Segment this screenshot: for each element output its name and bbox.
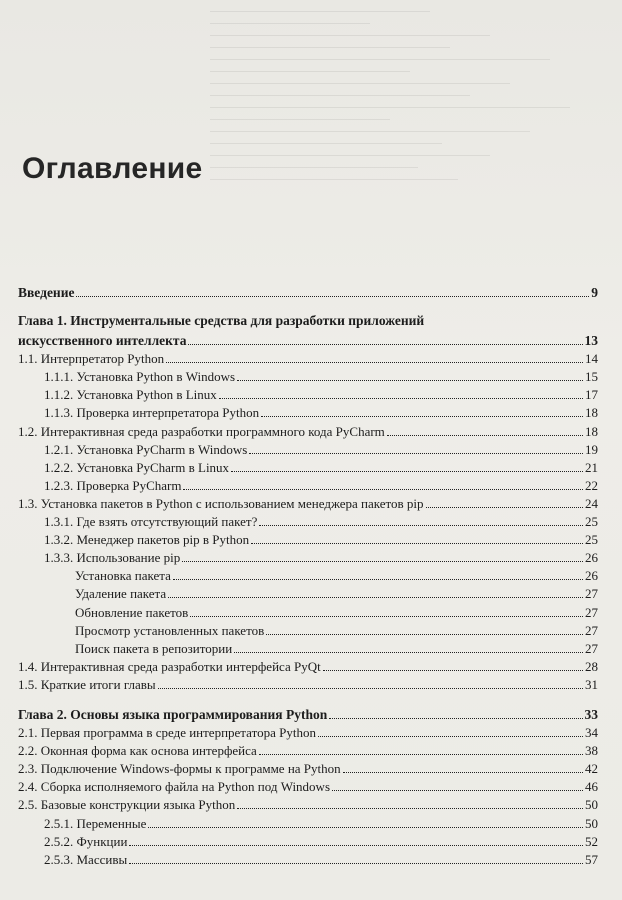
toc-entry-title: 2.1. Первая программа в среде интерпретатора Python [18, 725, 316, 741]
dot-leader [249, 453, 583, 454]
toc-entry-title: Поиск пакета в репозитории [75, 640, 233, 656]
dot-leader [387, 435, 583, 436]
toc-entry-page: 17 [585, 387, 598, 403]
toc-entry-title: 1.1.2. Установка Python в Linux [44, 387, 217, 403]
dot-leader [76, 296, 589, 297]
toc-entry-title: 2.5. Базовые конструкции языка Python [18, 797, 236, 813]
toc-entry[interactable] [18, 547, 598, 565]
toc-entry[interactable] [18, 758, 598, 776]
toc-entry-title: Введение [18, 285, 75, 300]
toc-entry-title: 1.2.3. Проверка PyCharm [44, 477, 182, 493]
toc-entry[interactable] [18, 812, 598, 830]
toc-entry-title: 1.3.2. Менеджер пакетов pip в Python [44, 532, 250, 548]
toc-entry-title: 2.5.3. Массивы [44, 851, 128, 867]
dot-leader [173, 579, 583, 580]
toc-entry[interactable] [18, 402, 598, 420]
dot-leader [219, 398, 583, 399]
toc-entry-title: Обновление пакетов [75, 604, 189, 620]
toc-entry[interactable] [18, 831, 598, 849]
toc-chapter1-heading[interactable] [18, 330, 598, 348]
dot-leader [259, 754, 583, 755]
toc-entry-page: 15 [585, 369, 598, 385]
toc-entry-page: 26 [585, 568, 598, 584]
dot-leader [332, 790, 583, 791]
toc-entry-page: 24 [585, 495, 598, 511]
toc-entry-title: 2.2. Оконная форма как основа интерфейса [18, 743, 257, 759]
dot-leader [329, 718, 582, 719]
toc-entry-page: 27 [585, 622, 598, 638]
dot-leader [182, 561, 583, 562]
toc-entry-title: 1.3.3. Использование pip [44, 550, 181, 566]
toc-entry[interactable] [18, 348, 598, 366]
toc-entry-title: 1.1.1. Установка Python в Windows [44, 369, 236, 385]
toc-entry-page: 27 [585, 586, 598, 602]
toc-entry-title: 2.4. Сборка исполняемого файла на Python под Windows [18, 779, 331, 795]
toc-entry[interactable] [18, 529, 598, 547]
toc-entry-page: 26 [585, 550, 598, 566]
toc-entry-page: 19 [585, 441, 598, 457]
toc-entry-title: Просмотр установленных пакетов [75, 622, 265, 638]
dot-leader [318, 736, 583, 737]
toc-entry[interactable] [18, 849, 598, 867]
toc-entry[interactable] [18, 620, 598, 638]
toc-entry-title: 2.5.2. Функции [44, 833, 128, 849]
toc-entry[interactable] [18, 740, 598, 758]
toc-entry[interactable] [18, 366, 598, 384]
dot-leader [343, 772, 583, 773]
toc-entry-page: 9 [591, 285, 598, 300]
toc-entry-title: 1.2.2. Установка PyCharm в Linux [44, 459, 230, 475]
toc-entry-page: 22 [585, 477, 598, 493]
toc-entry-title: 1.2. Интерактивная среда разработки программного кода PyCharm [18, 423, 385, 439]
toc-entry[interactable] [18, 794, 598, 812]
toc-entry[interactable] [18, 776, 598, 794]
toc-entry[interactable] [18, 457, 598, 475]
toc-entry-page: 14 [585, 351, 598, 367]
dot-leader [237, 380, 583, 381]
toc-chapter1-title-line1[interactable]: Глава 1. Инструментальные средства для разработки приложений [18, 313, 425, 328]
toc-entry-title: искусственного интеллекта [18, 333, 187, 349]
dot-leader [168, 597, 583, 598]
toc-entry-title: 1.4. Интерактивная среда разработки интерфейса PyQt [18, 658, 321, 674]
toc-entry[interactable] [18, 384, 598, 402]
toc-entry-page: 25 [585, 514, 598, 530]
toc-entry[interactable] [18, 439, 598, 457]
toc-entry-title: Установка пакета [75, 568, 171, 584]
dot-leader [166, 362, 583, 363]
toc-entry-page: 33 [584, 706, 598, 722]
toc-entry-page: 28 [585, 658, 598, 674]
page-title: Оглавление [22, 152, 203, 185]
dot-leader [261, 416, 583, 417]
toc-entry[interactable] [18, 674, 598, 692]
toc-entry[interactable] [18, 583, 598, 601]
dot-leader [237, 808, 583, 809]
toc-entry-title: 1.2.1. Установка PyCharm в Windows [44, 441, 248, 457]
toc-entry[interactable] [18, 601, 598, 619]
dot-leader [148, 827, 583, 828]
toc-entry-title: 2.5.1. Переменные [44, 815, 147, 831]
dot-leader [323, 670, 583, 671]
toc-entry[interactable] [18, 722, 598, 740]
toc-entry[interactable] [18, 475, 598, 493]
toc-entry[interactable] [18, 638, 598, 656]
toc-entry-page: 27 [585, 640, 598, 656]
toc-entry[interactable] [18, 511, 598, 529]
toc-entry-title: 1.5. Краткие итоги главы [18, 676, 156, 692]
bleed-through-text [210, 0, 610, 250]
toc-entry-page: 57 [585, 851, 598, 867]
toc-entry-page: 34 [585, 725, 598, 741]
toc-entry-page: 25 [585, 532, 598, 548]
toc-chapter2-heading[interactable] [18, 704, 598, 722]
toc-entry-page: 21 [585, 459, 598, 475]
toc-entry-title: 1.3. Установка пакетов в Python с использованием менеджера пакетов pip [18, 495, 424, 511]
table-of-contents [18, 280, 598, 867]
toc-entry-page: 42 [585, 761, 598, 777]
toc-entry-title: 2.3. Подключение Windows-формы к программе на Python [18, 761, 341, 777]
toc-entry[interactable] [18, 420, 598, 438]
dot-leader [188, 344, 582, 345]
dot-leader [231, 471, 583, 472]
dot-leader [129, 863, 583, 864]
toc-entry-title: Удаление пакета [75, 586, 167, 602]
toc-entry-page: 50 [585, 815, 598, 831]
toc-entry-page: 13 [584, 333, 598, 349]
toc-entry-page: 27 [585, 604, 598, 620]
toc-entry[interactable] [18, 565, 598, 583]
toc-entry-title: 1.1. Интерпретатор Python [18, 351, 165, 367]
toc-entry-page: 31 [585, 676, 598, 692]
dot-leader [266, 634, 583, 635]
toc-entry[interactable] [18, 493, 598, 511]
toc-entry-title: Глава 2. Основы языка программирования Python [18, 706, 328, 722]
dot-leader [251, 543, 583, 544]
toc-entry-page: 50 [585, 797, 598, 813]
dot-leader [158, 688, 583, 689]
toc-entry-page: 18 [585, 405, 598, 421]
toc-entry-page: 38 [585, 743, 598, 759]
dot-leader [190, 616, 583, 617]
dot-leader [183, 489, 583, 490]
dot-leader [129, 845, 583, 846]
dot-leader [259, 525, 583, 526]
dot-leader [234, 652, 583, 653]
dot-leader [426, 507, 583, 508]
toc-entry-title: 1.3.1. Где взять отсутствующий пакет? [44, 514, 258, 530]
toc-entry[interactable] [18, 656, 598, 674]
toc-entry-page: 52 [585, 833, 598, 849]
toc-entry-page: 46 [585, 779, 598, 795]
toc-entry-introduction[interactable] [18, 280, 598, 300]
toc-entry-page: 18 [585, 423, 598, 439]
toc-entry-title: 1.1.3. Проверка интерпретатора Python [44, 405, 260, 421]
